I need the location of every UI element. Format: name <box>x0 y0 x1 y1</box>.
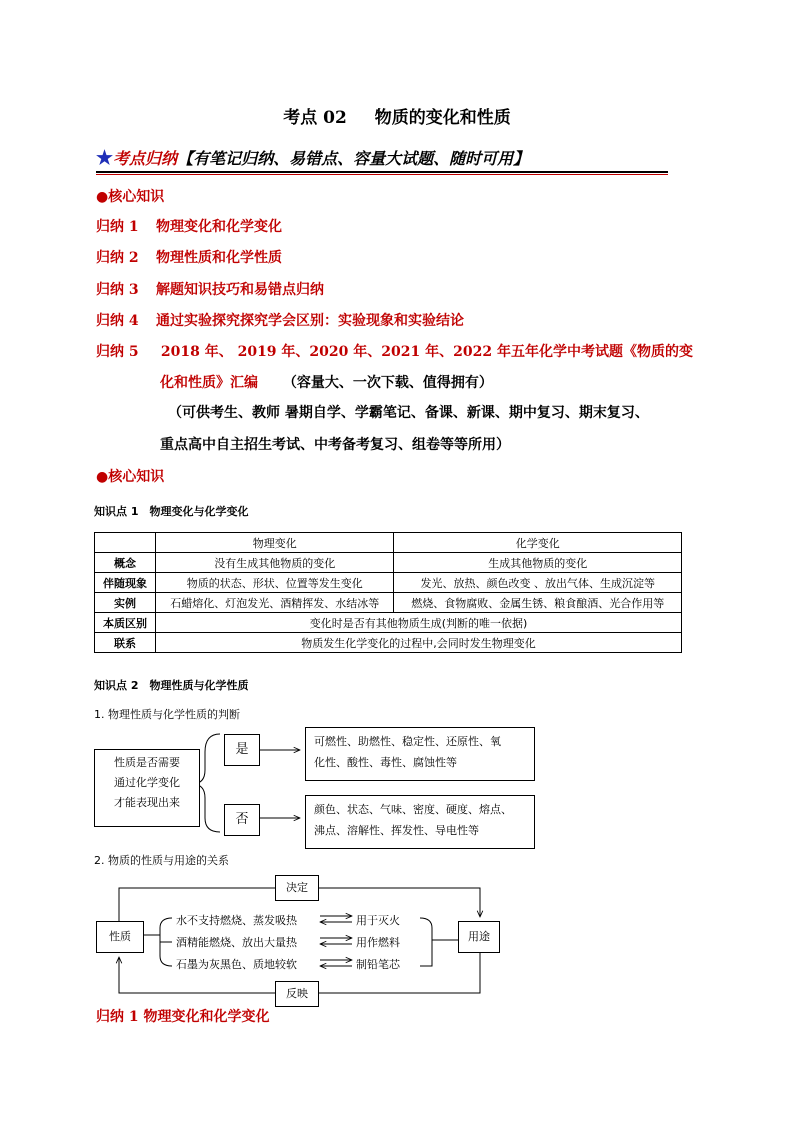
pair-use: 用于灭火 <box>356 914 400 927</box>
cell-chemical: 生成其他物质的变化 <box>394 553 682 573</box>
star-icon: ★ <box>96 147 114 169</box>
table-header-chemical: 化学变化 <box>394 533 682 553</box>
decide-box: 决定 <box>275 875 319 901</box>
cell-chemical: 发光、放热、颜色改变 、放出气体、生成沉淀等 <box>394 573 682 593</box>
row-label: 实例 <box>95 593 156 613</box>
result-line: 颜色、状态、气味、密度、硬度、熔点、 <box>314 803 512 816</box>
cell-chemical: 燃烧、食物腐败、金属生锈、粮食酿酒、光合作用等 <box>394 593 682 613</box>
guina-text: 解题知识技巧和易错点归纳 <box>156 282 324 298</box>
result-line: 沸点、溶解性、挥发性、导电性等 <box>314 824 479 837</box>
pair-property: 水不支持燃烧、蒸发吸热 <box>176 914 297 927</box>
knowledge-point-1-heading: 知识点 1 物理变化与化学变化 <box>94 505 249 518</box>
row-label: 联系 <box>95 633 156 653</box>
yes-box: 是 <box>224 734 260 766</box>
pair-property: 石墨为灰黑色、质地较软 <box>176 958 297 971</box>
guina-text: 通过实验探究探究学会区别：实验现象和实验结论 <box>156 313 464 329</box>
physical-property-box <box>305 795 535 849</box>
result-line: 可燃性、助燃性、稳定性、还原性、氧 <box>314 735 501 748</box>
cell-merged: 物质发生化学变化的过程中,会同时发生物理变化 <box>156 633 682 653</box>
judge-question-line: 才能表现出来 <box>114 796 180 809</box>
result-line: 化性、酸性、毒性、腐蚀性等 <box>314 756 457 769</box>
banner-lead: 考点归纳 <box>113 149 178 168</box>
guina-text: 2018 年、 2019 年、2020 年、2021 年、2022 年五年化学中考试题《物质的变 <box>156 344 693 360</box>
reflect-box: 反映 <box>275 981 319 1007</box>
no-box: 否 <box>224 804 260 836</box>
pair-use: 制铅笔芯 <box>356 958 400 971</box>
pair-use: 用作燃料 <box>356 936 400 949</box>
judge-question-line: 性质是否需要 <box>114 756 180 769</box>
knowledge-point-2-heading: 知识点 2 物理性质与化学性质 <box>94 679 249 692</box>
subsection-1-heading: 1. 物理性质与化学性质的判断 <box>94 708 240 721</box>
guina-label: 归纳 2 <box>96 250 139 266</box>
footer-guina-heading: 归纳 1 物理变化和化学变化 <box>96 1009 270 1025</box>
subsection-2-heading: 2. 物质的性质与用途的关系 <box>94 854 229 867</box>
guina-label: 归纳 4 <box>96 313 139 329</box>
judge-question-line: 通过化学变化 <box>114 776 180 789</box>
guina-5-note: （容量大、一次下载、值得拥有） <box>282 375 493 391</box>
title-main: 物质的变化和性质 <box>374 108 511 128</box>
guina-text: 物理变化和化学变化 <box>156 219 282 235</box>
use-brace <box>420 918 458 966</box>
usage-line-1: （可供考生、教师 暑期自学、学霸笔记、备课、新课、期中复习、期末复习、 <box>168 405 649 421</box>
row-label: 本质区别 <box>95 613 156 633</box>
row-label: 概念 <box>95 553 156 573</box>
property-box: 性质 <box>96 921 144 953</box>
title-prefix: 考点 02 <box>283 108 347 128</box>
usage-line-2: 重点高中自主招生考试、中考备考复习、组卷等等所用） <box>160 437 510 453</box>
judge-question-box <box>94 749 200 827</box>
core-knowledge-heading-2: ●核心知识 <box>96 469 165 485</box>
pair-property: 酒精能燃烧、放出大量热 <box>176 936 297 949</box>
row-label: 伴随现象 <box>95 573 156 593</box>
guina-5-line2: 化和性质》汇编 <box>160 375 258 391</box>
cell-physical: 石蜡熔化、灯泡发光、酒精挥发、水结冰等 <box>156 593 394 613</box>
guina-label: 归纳 5 <box>96 344 139 360</box>
cell-physical: 没有生成其他物质的变化 <box>156 553 394 573</box>
chemical-property-box <box>305 727 535 781</box>
use-box: 用途 <box>458 921 500 953</box>
guina-text: 物理性质和化学性质 <box>156 250 282 266</box>
banner-rest: 【有笔记归纳、易错点、容量大试题、随时可用】 <box>177 149 530 168</box>
cell-physical: 物质的状态、形状、位置等发生变化 <box>156 573 394 593</box>
cell-merged: 变化时是否有其他物质生成(判断的唯一依据) <box>156 613 682 633</box>
core-knowledge-heading: ●核心知识 <box>96 189 165 205</box>
table-header-physical: 物理变化 <box>156 533 394 553</box>
guina-label: 归纳 3 <box>96 282 139 298</box>
guina-label: 归纳 1 <box>96 219 139 235</box>
